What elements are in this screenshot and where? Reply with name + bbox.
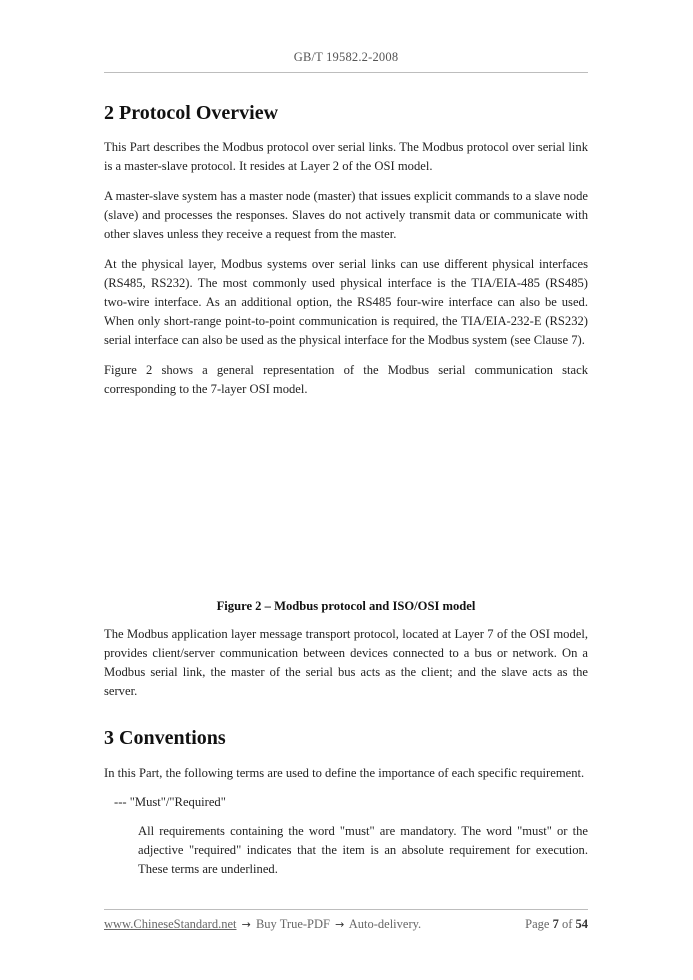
page-number [525,917,588,932]
paragraph: The Modbus application layer message transport protocol, located at Layer 7 of the OSI model, provides client/server communication between devices connected to a bus or network. On a Modbus serial link, the master of the serial bus acts as the client; and the slave acts as the server. [104,627,588,698]
term-description: All requirements containing the word "must" are mandatory. The word "must" or the adjective "required" indicates that the item is an absolute requirement for execution. These terms are underlined. [138,824,588,876]
header-divider [104,72,588,73]
section-2-heading: 2 Protocol Overview [104,102,279,124]
section-3-heading: 3 Conventions [104,727,226,749]
arrow-right-icon: → [335,918,345,931]
footer-buy-text: Buy True-PDF [255,917,330,931]
arrow-right-icon: → [241,918,251,931]
footer-delivery-text: Auto-delivery. [348,917,422,931]
figure-2-caption: Figure 2 – Modbus protocol and ISO/OSI model [216,599,476,613]
paragraph: In this Part, the following terms are used to define the importance of each specific requirement. [104,766,585,780]
paragraph: A master-slave system has a master node (master) that issues explicit commands to a slave node (slave) and processes the responses. Slaves do not actively transmit data or communicate with other slaves unless they receive a request from the master. [104,189,588,241]
footer-divider [104,909,588,910]
page-header: GB/T 19582.2-2008 [293,50,399,64]
page-of: of [561,917,573,931]
page-content [104,100,588,879]
site-link[interactable]: www.ChineseStandard.net [104,917,237,931]
figure-2-area [104,399,588,599]
page-label: Page [525,917,550,931]
page-current: 7 [552,917,559,931]
paragraph: This Part describes the Modbus protocol over serial links. The Modbus protocol over serial link is a master-slave protocol. It resides at Layer 2 of the OSI model. [104,140,588,173]
page-footer [104,917,588,932]
footer-promo [104,917,421,932]
paragraph: At the physical layer, Modbus systems over serial links can use different physical interfaces (RS485, RS232). The most commonly used physical interface is the TIA/EIA-485 (RS485) two-wire interface. As an additional option, the RS485 four-wire interface can also be used. When only short-range point-to-point communication is required, the TIA/EIA-232-E (RS232) serial interface can also be used as the physical interface for the Modbus system (see Clause 7). [104,257,588,347]
paragraph: Figure 2 shows a general representation of the Modbus serial communication stack corresponding to the 7-layer OSI model. [104,363,588,396]
term-must-required: --- "Must"/"Required" [114,795,226,809]
page-total: 54 [575,917,588,931]
